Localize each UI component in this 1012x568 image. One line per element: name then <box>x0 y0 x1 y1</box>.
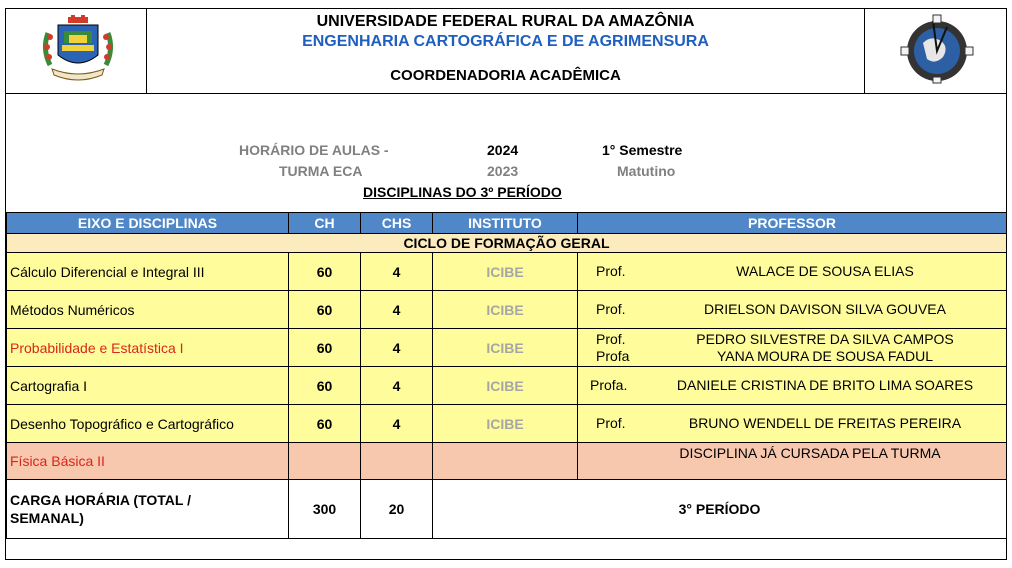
ch-value: 60 <box>289 291 361 329</box>
shift: Matutino <box>617 163 676 179</box>
total-label-line1: CARGA HORÁRIA (TOTAL / <box>10 492 191 508</box>
table-row <box>7 367 1007 405</box>
completed-discipline-row <box>7 443 1007 480</box>
disciplines-table <box>6 212 1007 539</box>
total-chs: 20 <box>361 480 433 539</box>
institute-value: ICIBE <box>433 253 578 291</box>
total-ch: 300 <box>289 480 361 539</box>
discipline-name: Física Básica II <box>7 443 289 480</box>
chs-value: 4 <box>361 405 433 443</box>
table-header-row <box>7 213 1007 234</box>
ch-value: 60 <box>289 405 361 443</box>
professor-title: Profa <box>596 348 630 364</box>
chs-value: 4 <box>361 291 433 329</box>
professor-cell <box>578 253 1007 291</box>
globe-compass-gear-icon <box>899 13 975 85</box>
semester: 1° Semestre <box>602 142 683 158</box>
professor-cell <box>578 329 1007 367</box>
chs-value: 4 <box>361 367 433 405</box>
chs-value <box>361 443 433 480</box>
header-titles <box>147 9 864 93</box>
professor-cell <box>578 367 1007 405</box>
institute-value: ICIBE <box>433 329 578 367</box>
professor-cell <box>578 443 1007 480</box>
schedule-info <box>6 94 1006 212</box>
period-title: DISCIPLINAS DO 3º PERÍODO <box>363 184 562 200</box>
total-row <box>7 480 1007 539</box>
professor-title: Prof. <box>596 301 626 317</box>
cycle-row <box>7 234 1007 253</box>
professor-name: PEDRO SILVESTRE DA SILVA CAMPOS <box>696 331 954 347</box>
discipline-name: Métodos Numéricos <box>7 291 289 329</box>
professor-cell <box>578 291 1007 329</box>
professor-name: BRUNO WENDELL DE FREITAS PEREIRA <box>688 415 962 431</box>
class-label: TURMA ECA <box>279 163 363 179</box>
document-header <box>6 9 1006 94</box>
period-label: 3° PERÍODO <box>433 480 1007 539</box>
col-header-institute: INSTITUTO <box>433 213 578 234</box>
table-row <box>7 329 1007 367</box>
institute-value <box>433 443 578 480</box>
schedule-label: HORÁRIO DE AULAS - <box>239 142 389 158</box>
discipline-name: Desenho Topográfico e Cartográfico <box>7 405 289 443</box>
table-row <box>7 405 1007 443</box>
completed-note: DISCIPLINA JÁ CURSADA PELA TURMA <box>679 445 941 461</box>
ch-value <box>289 443 361 480</box>
cycle-label: CICLO DE FORMAÇÃO GERAL <box>7 234 1007 253</box>
institute-value: ICIBE <box>433 367 578 405</box>
professor-name: DANIELE CRISTINA DE BRITO LIMA SOARES <box>676 377 974 393</box>
professor-name: DRIELSON DAVISON SILVA GOUVEA <box>704 301 946 317</box>
col-header-disciplines: EIXO E DISCIPLINAS <box>7 213 289 234</box>
table-row <box>7 291 1007 329</box>
professor-name: WALACE DE SOUSA ELIAS <box>736 263 914 279</box>
ch-value: 60 <box>289 253 361 291</box>
professor-title: Prof. <box>596 263 626 279</box>
chs-value: 4 <box>361 329 433 367</box>
year: 2024 <box>487 142 519 158</box>
professor-title: Prof. <box>596 331 626 347</box>
class-year: 2023 <box>487 163 519 179</box>
total-label-line2: SEMANAL) <box>10 510 84 526</box>
university-coat-of-arms-icon <box>38 13 118 85</box>
professor-cell <box>578 405 1007 443</box>
course-name: ENGENHARIA CARTOGRÁFICA E DE AGRIMENSURA <box>302 33 709 50</box>
table-row <box>7 253 1007 291</box>
discipline-name: Cartografia I <box>7 367 289 405</box>
discipline-name: Cálculo Diferencial e Integral III <box>7 253 289 291</box>
left-logo-cell <box>6 9 147 93</box>
col-header-chs: CHS <box>361 213 433 234</box>
chs-value: 4 <box>361 253 433 291</box>
schedule-sheet <box>5 8 1007 560</box>
col-header-ch: CH <box>289 213 361 234</box>
professor-name: YANA MOURA DE SOUSA FADUL <box>716 348 934 364</box>
discipline-name: Probabilidade e Estatística I <box>7 329 289 367</box>
right-logo-cell <box>864 9 1007 93</box>
ch-value: 60 <box>289 367 361 405</box>
institute-value: ICIBE <box>433 405 578 443</box>
professor-title: Prof. <box>596 415 626 431</box>
coordination-name: COORDENADORIA ACADÊMICA <box>390 67 621 84</box>
col-header-professor: PROFESSOR <box>578 213 1007 234</box>
professor-title: Profa. <box>590 377 628 393</box>
ch-value: 60 <box>289 329 361 367</box>
institute-value: ICIBE <box>433 291 578 329</box>
total-label <box>7 480 289 539</box>
university-name: UNIVERSIDADE FEDERAL RURAL DA AMAZÔNIA <box>316 13 695 30</box>
